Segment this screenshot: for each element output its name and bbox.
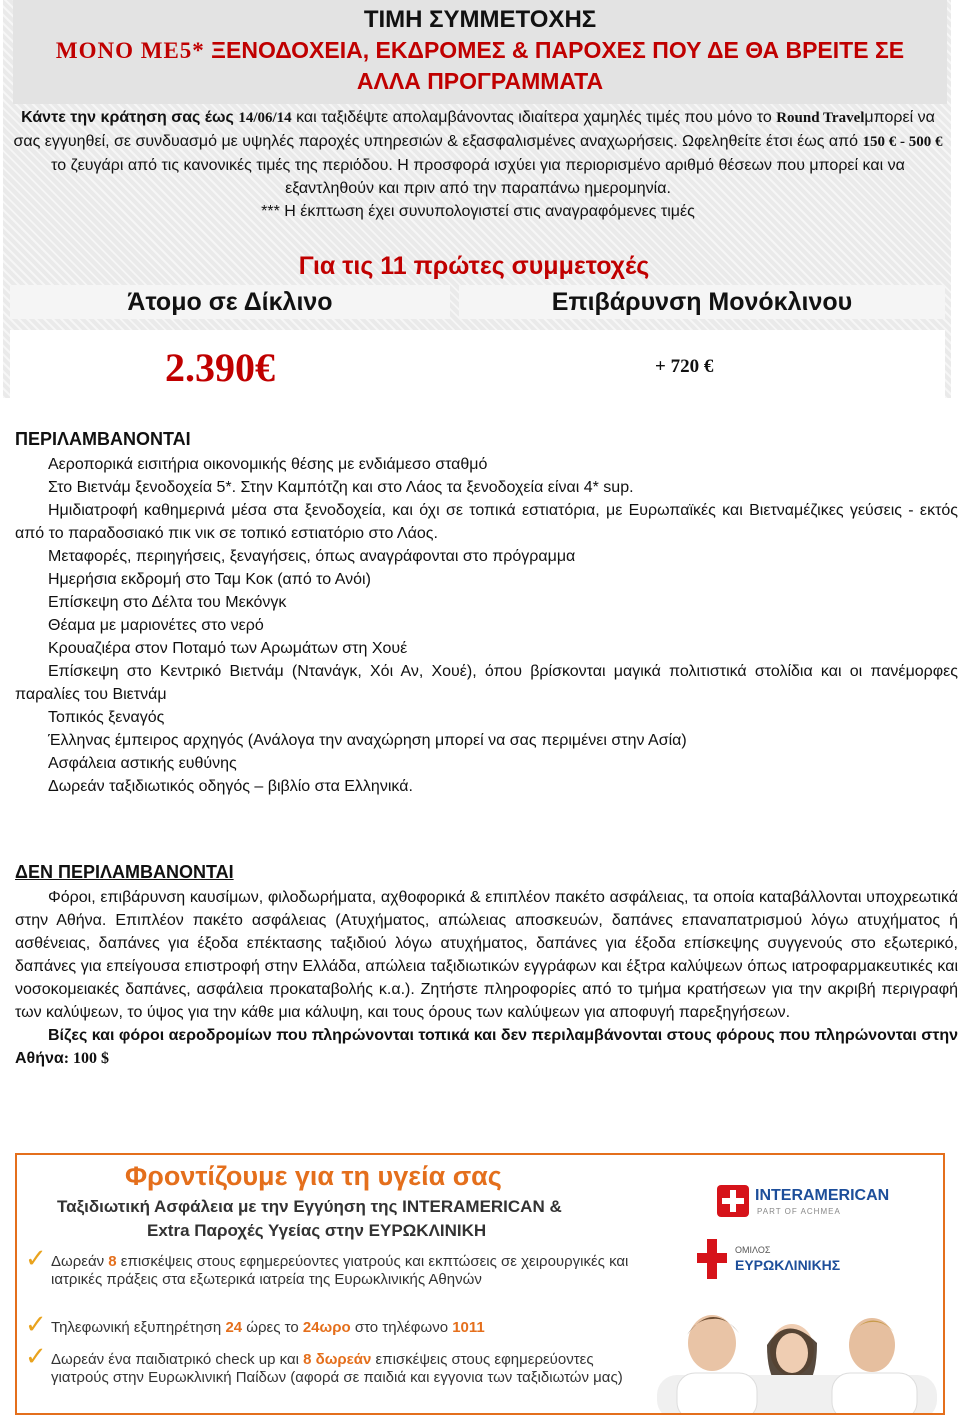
included-item-text: Ημιδιατροφή καθημερινά μέσα στα ξενοδοχεία, και όχι σε τοπικά εστιατόρια, με Ευρωπαϊκές και Βιετναμέζικες γεύσεις - εκτός από το παραδοσιακό πικ νικ σε τοπικό εστιατόριο στο Λάος. <box>15 502 958 542</box>
banner-title: Φροντίζουμε για τη υγεία σας <box>125 1161 502 1191</box>
euroclinic-logo <box>697 1239 917 1287</box>
arrow-bullet-icon <box>0 568 15 591</box>
arrow-bullet-icon <box>0 775 15 798</box>
euroclinic-cross-icon <box>697 1239 727 1279</box>
arrow-bullet-icon <box>0 453 15 476</box>
not-included-item-2-amount: : 100 $ <box>63 1050 110 1067</box>
included-item <box>15 706 958 729</box>
booking-intro <box>8 106 948 223</box>
col-double-room: Άτομο σε Δίκλινο <box>10 285 450 319</box>
intro-text1: και ταξιδέψτε απολαμβάνοντας ιδιαίτερα χαμηλές τιμές που μόνο το <box>291 109 777 126</box>
banner-item-2: ✓ Τηλεφωνική εξυπηρέτηση 24 ώρες το 24ωρο στο τηλέφωνο 1011 <box>25 1309 485 1339</box>
included-title: ΠΕΡΙΛΑΜΒΑΝΟΝΤΑΙ <box>15 429 191 449</box>
included-item <box>15 660 958 706</box>
list-item <box>15 1024 958 1070</box>
included-item-text: Δωρεάν ταξιδιωτικός οδηγός – βιβλίο στα Ελληνικά. <box>48 778 413 795</box>
arrow-bullet-icon <box>0 476 15 499</box>
intro-note: *** Η έκπτωση έχει συνυπολογιστεί στις αναγραφόμενες τιμές <box>261 203 695 220</box>
banner-item-1: ✓ Δωρεάν 8 επισκέψεις στους εφημερεύοντες γιατρούς και εκπτώσεις σε χειρουργικές και ιατρικές πράξεις στα εξωτερικά ιατρεία της Ευρωκλινικής Αθηνών <box>25 1243 629 1288</box>
included-item-text: Επίσκεψη στο Δέλτα του Μεκόνγκ <box>48 594 287 611</box>
offer-subheading: Για τις 11 πρώτες συμμετοχές <box>298 252 650 280</box>
included-item <box>15 591 958 614</box>
price-subtitle-rest: ΞΕΝΟΔΟΧΕΙΑ, ΕΚΔΡΟΜΕΣ & ΠΑΡΟΧΕΣ ΠΟΥ ΔΕ ΘΑ ΒΡΕΙΤΕ ΣΕ <box>204 37 905 63</box>
arrow-bullet-icon <box>0 614 15 637</box>
included-item <box>15 775 958 798</box>
price-subtitle <box>13 35 947 66</box>
list-item <box>15 886 958 1024</box>
family-photo-illustration <box>617 1295 945 1415</box>
arrow-bullet-icon <box>0 886 15 909</box>
price-subtitle-mono: ΜΟΝΟ ΜΕ5* <box>55 38 205 63</box>
interamerican-logo <box>717 1185 927 1225</box>
included-item-text: Κρουαζιέρα στον Ποταμό των Αρωμάτων στη Χουέ <box>48 640 408 657</box>
included-item-text: Επίσκεψη στο Κεντρικό Βιετνάμ (Ντανάγκ, Χόι Αν, Χουέ), όπου βρίσκονται μαγικά πολιτιστικά στολίδια και οι πανέμορφες παραλίες του Βιετνάμ <box>15 663 958 703</box>
included-item-text: Στο Βιετνάμ ξενοδοχεία 5*. Στην Καμπότζη και στο Λάος τα ξενοδοχεία είναι 4* sup. <box>48 479 634 496</box>
included-item-text: Ασφάλεια αστικής ευθύνης <box>48 755 237 772</box>
included-item-text: Αεροπορικά εισιτήρια οικονομικής θέσης με ενδιάμεσο σταθμό <box>48 456 488 473</box>
included-item-text: Έλληνας έμπειρος αρχηγός (Ανάλογα την αναχώρηση μπορεί να σας περιμένει στην Ασία) <box>48 732 687 749</box>
included-item-text: Ημερήσια εκδρομή στο Ταμ Κοκ (από το Ανόι) <box>48 571 371 588</box>
included-item <box>15 568 958 591</box>
included-item <box>15 453 958 476</box>
interamerican-sub: PART OF ACHMEA <box>757 1207 841 1216</box>
banner-subtitle-1: Ταξιδιωτική Ασφάλεια με την Εγγύηση της INTERAMERICAN & <box>57 1197 562 1216</box>
not-included-item-1: Φόροι, επιβάρυνση καυσίμων, φιλοδωρήματα, αχθοφορικά & επιπλέον πακέτο ασφάλειας, τα οποία καταβάλλονται υποχρεωτικά στην Αθήνα. Επιπλέον πακέτο ασφάλειας (Ατυχήματος, απώλειας αποσκευών, δαπάνες επαναπατρισμού λόγω ατυχήματος ή ασθένειας, δαπάνες για έξοδα επέκτασης ταξιδιού λόγω ατυχήματος, δαπάνες για έξοδα επίσκεψης συγγενούς στο εξωτερικό, δαπάνες για επείγουσα επιστροφή στην Ελλάδα, απώλεια ταξιδιωτικών εγγράφων και έξτρα καλύψεων όπως ιατροφαρμακευτικές και νοσοκομειακές δαπάνες, ασφάλεια προκαταβολής κ.α.). Ζητήστε πληροφορίες από το τμήμα κρατήσεων για την ακριβή περιγραφή των καλύψεων, το ύψος για την κάθε μια κάλυψη, και τους όρους των καλύψεων για αποφυγή παρεξηγήσεων. <box>15 889 958 1021</box>
arrow-bullet-icon <box>0 706 15 729</box>
banner-subtitle-2: Extra Παροχές Υγείας στην ΕΥΡΩΚΛΙΝΙΚΗ <box>147 1221 487 1240</box>
included-item <box>15 752 958 775</box>
included-list <box>15 453 958 798</box>
intro-date: 14/06/14 <box>238 110 292 126</box>
intro-amount: 150 € - 500 € <box>862 134 943 150</box>
price-double: 2.390€ <box>165 345 275 390</box>
not-included-list <box>15 886 958 1070</box>
included-item-text: Τοπικός ξεναγός <box>48 709 165 726</box>
euroclinic-line-1: ΟΜΙΛΟΣ <box>735 1245 771 1255</box>
included-item <box>15 729 958 752</box>
check-icon: ✓ <box>25 1243 47 1273</box>
intro-brand: Round Travel <box>776 110 865 126</box>
included-item <box>15 637 958 660</box>
arrow-bullet-icon <box>0 545 15 568</box>
price-subtitle-line3: ΑΛΛΑ ΠΡΟΓΡΑΜΜΑΤΑ <box>356 68 604 94</box>
included-item-text: Θέαμα με μαριονέτες στο νερό <box>48 617 264 634</box>
col-single-supplement: Επιβάρυνση Μονόκλινου <box>459 285 945 319</box>
price-row <box>10 330 945 398</box>
euroclinic-line-2: ΕΥΡΩΚΛΙΝΙΚΗΣ <box>735 1257 841 1273</box>
arrow-bullet-icon <box>0 752 15 775</box>
price-title: ΤΙΜΗ ΣΥΜΜΕΤΟΧΗΣ <box>363 6 597 33</box>
arrow-bullet-icon <box>0 637 15 660</box>
interamerican-cross-icon <box>717 1185 749 1217</box>
intro-text2: μπορεί να σας εγγυηθεί, σε συνδυασμό με υψηλές παροχές υπηρεσιών & εξασφαλισμένες αναχωρήσεις. Ωφεληθείτε έτσι έως από <box>13 109 935 150</box>
included-item <box>15 545 958 568</box>
arrow-bullet-icon <box>0 1024 15 1047</box>
not-included-item-2: Βίζες και φόροι αεροδρομίων που πληρώνονται τοπικά και δεν περιλαμβάνονται στους φόρους που πληρώνονται στην Αθήνα <box>15 1027 958 1067</box>
arrow-bullet-icon <box>0 499 15 522</box>
price-title-bar <box>13 0 947 104</box>
arrow-bullet-icon <box>0 729 15 752</box>
intro-bold: Κάντε την κράτηση σας έως <box>21 109 234 126</box>
health-banner <box>15 1153 945 1415</box>
included-item <box>15 476 958 499</box>
intro-text3: το ζευγάρι από τις κανονικές τιμές της περιόδου. Η προσφορά ισχύει για περιορισμένο αριθμό θέσεων που μπορεί και να εξαντληθούν και πριν από την παραπάνω ημερομηνία. <box>51 157 905 197</box>
banner-item-3: ✓ Δωρεάν ένα παιδιατρικό check up και 8 δωρεάν επισκέψεις στους εφημερεύοντες γιατρούς στην Ευρωκλινική Παίδων (αφορά σε παιδιά και εγγονια των ταξιδιωτών μας) <box>25 1341 623 1386</box>
included-item <box>15 499 958 545</box>
arrow-bullet-icon <box>0 591 15 614</box>
check-icon: ✓ <box>25 1309 47 1339</box>
included-item-text: Μεταφορές, περιηγήσεις, ξεναγήσεις, όπως αναγράφονται στο πρόγραμμα <box>48 548 576 565</box>
price-single-supplement: + 720 € <box>655 356 714 377</box>
included-item <box>15 614 958 637</box>
arrow-bullet-icon <box>0 660 15 683</box>
check-icon: ✓ <box>25 1341 47 1371</box>
interamerican-name: INTERAMERICAN <box>755 1187 890 1204</box>
not-included-title: ΔΕΝ ΠΕΡΙΛΑΜΒΑΝΟΝΤΑΙ <box>15 862 234 882</box>
